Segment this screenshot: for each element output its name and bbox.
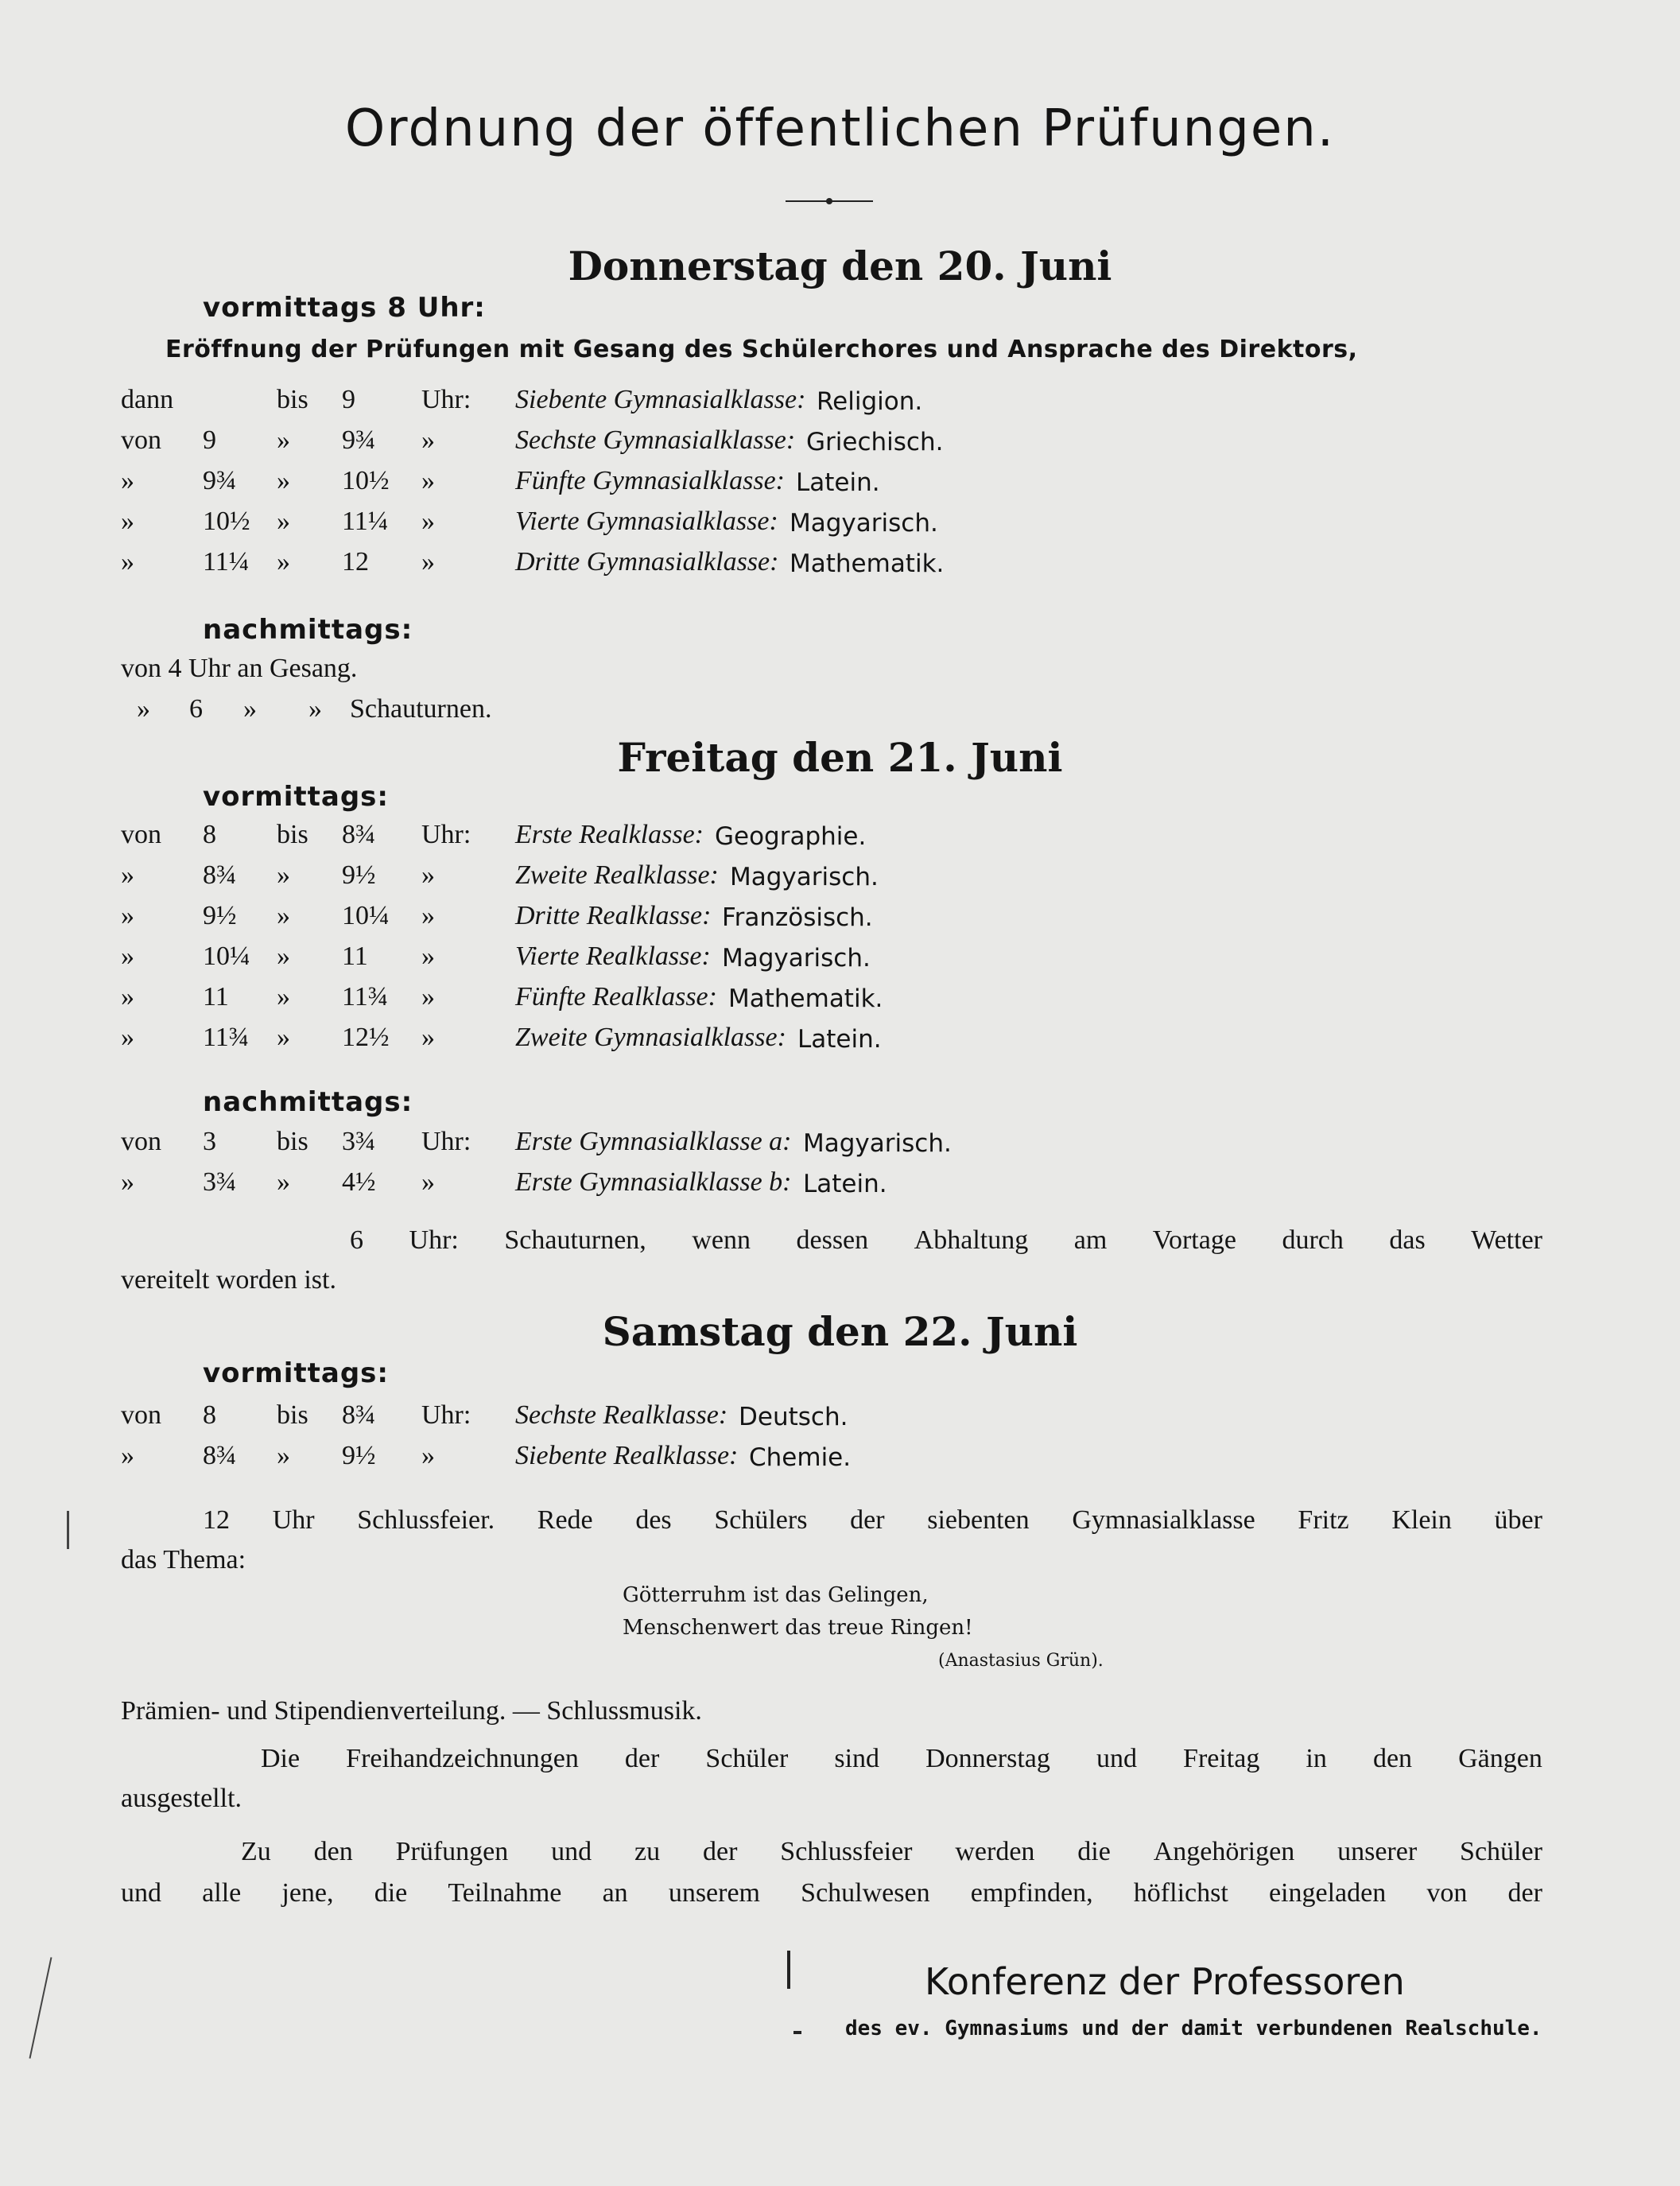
row-separator: » bbox=[277, 942, 290, 971]
row-subject: Griechisch. bbox=[806, 428, 944, 456]
row-start-time: 10¼ bbox=[203, 942, 250, 971]
row-class: Zweite Realklasse: bbox=[515, 860, 719, 890]
row-class: Erste Gymnasialklasse a: bbox=[515, 1127, 792, 1156]
signature-subtitle: des ev. Gymnasiums und der damit verbundenen Realschule. bbox=[845, 2017, 1542, 2040]
thursday-afternoon-line2-mark: » bbox=[137, 694, 150, 724]
schedule-row bbox=[0, 982, 1680, 1017]
word: der bbox=[850, 1505, 885, 1535]
word: unserer bbox=[1337, 1837, 1418, 1866]
row-end-time: 9½ bbox=[342, 1441, 376, 1470]
row-subject: Magyarisch. bbox=[730, 863, 879, 891]
word: jene, bbox=[281, 1878, 334, 1908]
row-end-time: 3¾ bbox=[342, 1127, 376, 1156]
row-end-time: 10½ bbox=[342, 466, 390, 495]
opening-ceremony: Eröffnung der Prüfungen mit Gesang des Schülerchores und Ansprache des Direktors, bbox=[165, 336, 1358, 363]
row-prefix: » bbox=[121, 860, 134, 890]
row-end-time: 9 bbox=[342, 385, 355, 414]
invitation-line-1 bbox=[241, 1837, 1542, 1867]
word: Uhr bbox=[272, 1505, 315, 1535]
row-separator: » bbox=[277, 901, 290, 930]
row-end-time: 11¾ bbox=[342, 982, 389, 1011]
row-time-unit: Uhr: bbox=[421, 1127, 471, 1156]
row-end-time: 4½ bbox=[342, 1167, 376, 1197]
row-separator: » bbox=[277, 507, 290, 536]
row-subject: Magyarisch. bbox=[803, 1129, 952, 1158]
row-separator: bis bbox=[277, 1127, 308, 1156]
word: eingeladen bbox=[1268, 1878, 1387, 1908]
row-time-unit: » bbox=[421, 1167, 435, 1197]
word: an bbox=[602, 1878, 628, 1908]
word: über bbox=[1494, 1505, 1542, 1535]
word: der bbox=[703, 1837, 738, 1866]
row-separator: » bbox=[277, 425, 290, 455]
row-subject: Magyarisch. bbox=[722, 944, 871, 973]
signature-bracket-mark bbox=[787, 1951, 790, 1989]
friday-six-oclock-line bbox=[350, 1225, 1542, 1256]
friday-morning-label: vormittags: bbox=[203, 781, 389, 813]
word: und bbox=[551, 1837, 592, 1866]
row-subject: Latein. bbox=[797, 1025, 882, 1054]
row-start-time: 9 bbox=[203, 425, 216, 455]
row-class: Zweite Gymnasialklasse: bbox=[515, 1023, 786, 1052]
word: höflichst bbox=[1133, 1878, 1228, 1908]
row-class: Sechste Realklasse: bbox=[515, 1400, 728, 1430]
word: Schauturnen, bbox=[504, 1225, 646, 1255]
thursday-afternoon-line2-mark2: » bbox=[243, 694, 257, 724]
row-subject: Chemie. bbox=[749, 1443, 852, 1472]
word: der bbox=[624, 1744, 660, 1773]
row-prefix: » bbox=[121, 1441, 134, 1470]
quote-line-2: Menschenwert das treue Ringen! bbox=[623, 1616, 973, 1640]
word: Schüler bbox=[705, 1744, 789, 1773]
row-start-time: 10½ bbox=[203, 507, 250, 536]
word: siebenten bbox=[927, 1505, 1030, 1535]
word: am bbox=[1073, 1225, 1108, 1255]
row-time-unit: » bbox=[421, 901, 435, 930]
word: 12 bbox=[203, 1505, 230, 1535]
row-start-time: 11¼ bbox=[203, 547, 250, 577]
word: die bbox=[1077, 1837, 1111, 1866]
row-subject: Latein. bbox=[803, 1170, 887, 1198]
row-prefix: » bbox=[121, 1023, 134, 1052]
word: 6 bbox=[350, 1225, 363, 1255]
row-class: Dritte Gymnasialklasse: bbox=[515, 547, 779, 577]
row-separator: bis bbox=[277, 1400, 308, 1430]
word: Uhr: bbox=[409, 1225, 459, 1255]
word: Rede bbox=[537, 1505, 593, 1535]
row-end-time: 10¼ bbox=[342, 901, 390, 930]
row-time-unit: » bbox=[421, 507, 435, 536]
row-end-time: 11¼ bbox=[342, 507, 389, 536]
row-start-time: 8 bbox=[203, 1400, 216, 1430]
row-start-time: 3¾ bbox=[203, 1167, 237, 1197]
word: werden bbox=[955, 1837, 1035, 1866]
row-subject: Geographie. bbox=[715, 822, 867, 851]
day-heading-friday: Freitag den 21. Juni bbox=[617, 734, 1063, 781]
word: Die bbox=[261, 1744, 301, 1773]
row-prefix: von bbox=[121, 1127, 161, 1156]
row-prefix: dann bbox=[121, 385, 174, 414]
row-class: Erste Realklasse: bbox=[515, 820, 704, 849]
row-class: Dritte Realklasse: bbox=[515, 901, 712, 930]
word: Freihandzeichnungen bbox=[346, 1744, 579, 1773]
row-separator: bis bbox=[277, 385, 308, 414]
word: durch bbox=[1282, 1225, 1344, 1255]
word: unserem bbox=[668, 1878, 760, 1908]
word: in bbox=[1306, 1744, 1327, 1773]
row-time-unit: » bbox=[421, 982, 435, 1011]
word: Fritz bbox=[1298, 1505, 1349, 1535]
drawings-exhibition-line bbox=[261, 1744, 1542, 1774]
word: Donnerstag bbox=[925, 1744, 1050, 1773]
row-separator: » bbox=[277, 1023, 290, 1052]
word: Wetter bbox=[1471, 1225, 1542, 1255]
word: die bbox=[374, 1878, 408, 1908]
word: alle bbox=[202, 1878, 242, 1908]
signature-dash-mark bbox=[793, 2031, 801, 2034]
row-class: Fünfte Realklasse: bbox=[515, 982, 717, 1011]
row-start-time: 11 bbox=[203, 982, 229, 1011]
row-start-time: 9¾ bbox=[203, 466, 237, 495]
saturday-morning-label: vormittags: bbox=[203, 1357, 389, 1389]
invitation-line-2 bbox=[121, 1878, 1542, 1908]
schedule-row bbox=[0, 425, 1680, 460]
title-ornament bbox=[786, 197, 873, 205]
word: Prüfungen bbox=[395, 1837, 509, 1866]
row-end-time: 11 bbox=[342, 942, 368, 971]
word: von bbox=[1426, 1878, 1468, 1908]
row-prefix: » bbox=[121, 1167, 134, 1197]
word: Vortage bbox=[1152, 1225, 1236, 1255]
row-separator: » bbox=[277, 860, 290, 890]
row-time-unit: » bbox=[421, 860, 435, 890]
day-heading-thursday: Donnerstag den 20. Juni bbox=[568, 243, 1112, 289]
schedule-row bbox=[0, 1023, 1680, 1058]
row-class: Vierte Gymnasialklasse: bbox=[515, 507, 778, 536]
row-time-unit: » bbox=[421, 1023, 435, 1052]
page-title: Ordnung der öffentlichen Prüfungen. bbox=[344, 99, 1336, 158]
row-end-time: 12 bbox=[342, 547, 369, 577]
row-separator: » bbox=[277, 982, 290, 1011]
row-subject: Latein. bbox=[796, 468, 880, 497]
row-prefix: von bbox=[121, 1400, 161, 1430]
word: Schülers bbox=[714, 1505, 808, 1535]
row-time-unit: » bbox=[421, 942, 435, 971]
schedule-row bbox=[0, 1167, 1680, 1202]
schedule-row bbox=[0, 942, 1680, 977]
row-separator: » bbox=[277, 466, 290, 495]
word: Gängen bbox=[1458, 1744, 1542, 1773]
schedule-row bbox=[0, 547, 1680, 582]
word: Teilnahme bbox=[448, 1878, 562, 1908]
signature-title: Konferenz der Professoren bbox=[925, 1960, 1405, 2003]
row-separator: bis bbox=[277, 820, 308, 849]
row-time-unit: Uhr: bbox=[421, 820, 471, 849]
margin-stroke bbox=[29, 1957, 52, 2059]
word: wenn bbox=[692, 1225, 751, 1255]
closing-theme-label: das Thema: bbox=[121, 1545, 246, 1574]
word: sind bbox=[834, 1744, 880, 1773]
row-class: Erste Gymnasialklasse b: bbox=[515, 1167, 792, 1197]
row-end-time: 12½ bbox=[342, 1023, 390, 1052]
word: Freitag bbox=[1183, 1744, 1260, 1773]
friday-six-oclock-cont: vereitelt worden ist. bbox=[121, 1265, 336, 1295]
row-time-unit: Uhr: bbox=[421, 1400, 471, 1430]
row-prefix: » bbox=[121, 942, 134, 971]
row-class: Fünfte Gymnasialklasse: bbox=[515, 466, 785, 495]
row-prefix: » bbox=[121, 901, 134, 930]
row-time-unit: Uhr: bbox=[421, 385, 471, 414]
row-prefix: » bbox=[121, 507, 134, 536]
word: Angehörigen bbox=[1153, 1837, 1295, 1866]
friday-afternoon-label: nachmittags: bbox=[203, 1086, 413, 1118]
row-start-time: 3 bbox=[203, 1127, 216, 1156]
row-class: Vierte Realklasse: bbox=[515, 942, 711, 971]
row-start-time: 8¾ bbox=[203, 1441, 237, 1470]
word: des bbox=[635, 1505, 672, 1535]
word: und bbox=[121, 1878, 161, 1908]
day-heading-saturday: Samstag den 22. Juni bbox=[602, 1308, 1078, 1355]
schedule-row bbox=[0, 1441, 1680, 1476]
row-subject: Magyarisch. bbox=[790, 509, 938, 538]
row-class: Siebente Realklasse: bbox=[515, 1441, 739, 1470]
thursday-afternoon-label: nachmittags: bbox=[203, 614, 413, 646]
row-end-time: 9¾ bbox=[342, 425, 376, 455]
schedule-row bbox=[0, 1127, 1680, 1162]
row-separator: » bbox=[277, 1441, 290, 1470]
schedule-row bbox=[0, 385, 1680, 420]
word: und bbox=[1096, 1744, 1137, 1773]
row-end-time: 9½ bbox=[342, 860, 376, 890]
thursday-afternoon-line2-event: Schauturnen. bbox=[350, 694, 492, 724]
row-start-time: 11¾ bbox=[203, 1023, 250, 1052]
schedule-row bbox=[0, 507, 1680, 542]
schedule-row bbox=[0, 1400, 1680, 1435]
row-subject: Mathematik. bbox=[728, 984, 883, 1013]
word: dessen bbox=[796, 1225, 869, 1255]
drawings-exhibition-cont: ausgestellt. bbox=[121, 1784, 242, 1813]
schedule-row bbox=[0, 860, 1680, 895]
thursday-afternoon-line1: von 4 Uhr an Gesang. bbox=[121, 654, 358, 683]
row-prefix: von bbox=[121, 820, 161, 849]
row-start-time: 8 bbox=[203, 820, 216, 849]
row-time-unit: » bbox=[421, 1441, 435, 1470]
row-time-unit: » bbox=[421, 425, 435, 455]
row-separator: » bbox=[277, 547, 290, 577]
word: Schulwesen bbox=[801, 1878, 930, 1908]
row-prefix: » bbox=[121, 466, 134, 495]
thursday-afternoon-line2-time: 6 bbox=[189, 694, 203, 724]
word: Zu bbox=[241, 1837, 271, 1866]
row-subject: Religion. bbox=[817, 387, 923, 416]
schedule-row bbox=[0, 466, 1680, 501]
row-subject: Französisch. bbox=[722, 903, 873, 932]
word: Schlussfeier bbox=[780, 1837, 913, 1866]
word: empfinden, bbox=[970, 1878, 1093, 1908]
row-end-time: 8¾ bbox=[342, 1400, 376, 1430]
schedule-row bbox=[0, 820, 1680, 855]
row-start-time: 8¾ bbox=[203, 860, 237, 890]
word: das bbox=[1389, 1225, 1426, 1255]
row-prefix: » bbox=[121, 982, 134, 1011]
word: den bbox=[1372, 1744, 1413, 1773]
word: Abhaltung bbox=[914, 1225, 1029, 1255]
row-end-time: 8¾ bbox=[342, 820, 376, 849]
row-subject: Mathematik. bbox=[790, 549, 945, 578]
row-prefix: » bbox=[121, 547, 134, 577]
row-subject: Deutsch. bbox=[739, 1403, 848, 1431]
row-start-time: 9½ bbox=[203, 901, 237, 930]
closing-ceremony-line bbox=[203, 1505, 1542, 1536]
quote-line-1: Götterruhm ist das Gelingen, bbox=[623, 1583, 929, 1607]
word: zu bbox=[634, 1837, 661, 1866]
row-separator: » bbox=[277, 1167, 290, 1197]
word: den bbox=[313, 1837, 353, 1866]
thursday-morning-label: vormittags 8 Uhr: bbox=[203, 292, 486, 324]
schedule-row bbox=[0, 901, 1680, 936]
word: Klein bbox=[1391, 1505, 1452, 1535]
row-prefix: von bbox=[121, 425, 161, 455]
row-time-unit: » bbox=[421, 466, 435, 495]
word: Schüler bbox=[1460, 1837, 1542, 1866]
awards-line: Prämien- und Stipendienverteilung. — Schlussmusik. bbox=[121, 1696, 702, 1726]
thursday-afternoon-line2-mark3: » bbox=[308, 694, 322, 724]
margin-mark bbox=[67, 1511, 69, 1549]
row-class: Siebente Gymnasialklasse: bbox=[515, 385, 806, 414]
word: der bbox=[1507, 1878, 1542, 1908]
word: Schlussfeier. bbox=[357, 1505, 495, 1535]
quote-author: (Anastasius Grün). bbox=[938, 1651, 1104, 1671]
row-class: Sechste Gymnasialklasse: bbox=[515, 425, 796, 455]
word: Gymnasialklasse bbox=[1072, 1505, 1255, 1535]
row-time-unit: » bbox=[421, 547, 435, 577]
